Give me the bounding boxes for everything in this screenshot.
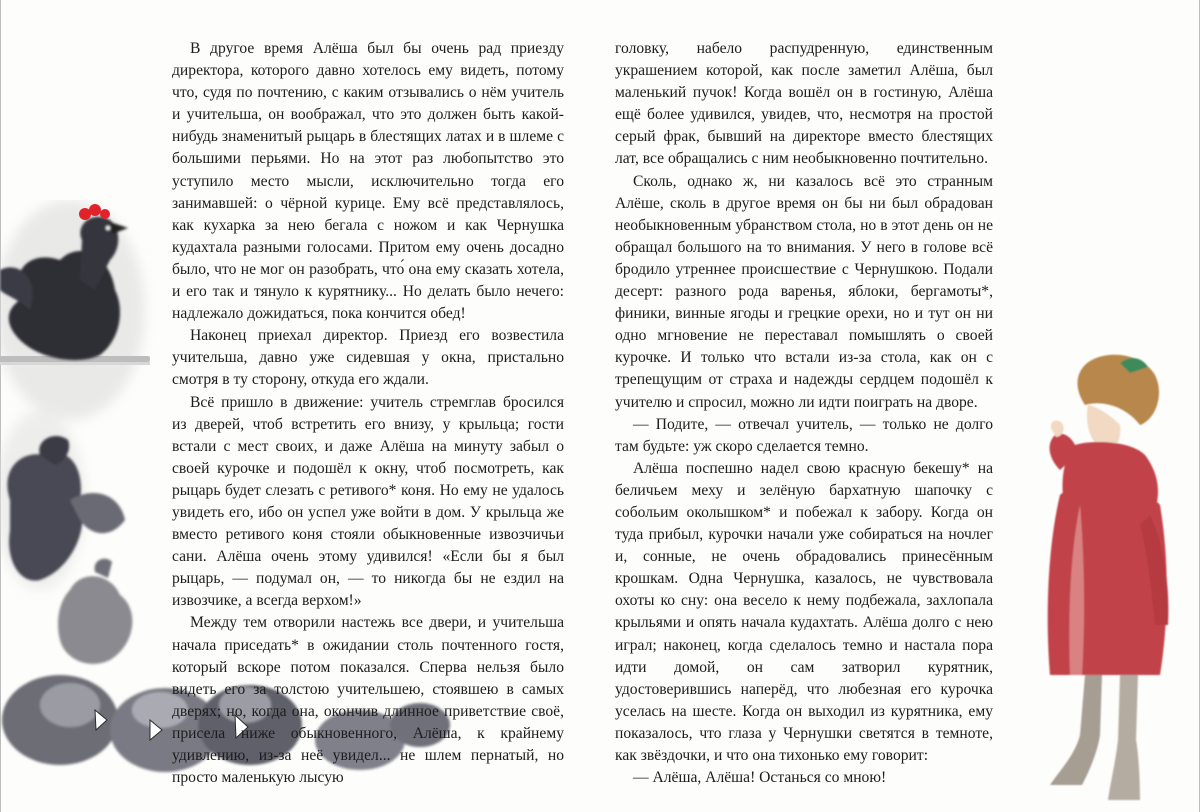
paragraph: — Алёша, Алёша! Останься со мною!: [633, 769, 887, 787]
speckled-hen: [58, 559, 132, 664]
paragraph: Алёша поспешно надел свою красную бекешу* на беличьем меху и зелёную бархатную шапочку с собольим околышком* и побежал к забору. Когда он туда прибыл, курочки начали уже собираться на ночлег и, сонные, не очень обрадовались принесённым крошкам. Одна Чернушка, казалось, не чувствовала охоты ко сну: она весело к нему подбежала, захлопала крыльями и опять начала кудахтать. Алёша долго с нею играл; наконец, когда сделалось темно и настала пора идти домой, он сам затворил курятник, удостоверившись наперёд, что любезная его курочка уселась на шесте. Когда он выходил из курятника, ему показалось, что глаза у Чернушки светятся в темноте, как звёздочки, и что она тихонько ему говорит:: [615, 459, 993, 764]
right-text-column: [615, 38, 993, 789]
boy-in-red-coat-illustration: [990, 345, 1180, 812]
paragraph: Всё пришло в движение: учитель стремглав бросился из дверей, чтоб встретить его внизу, у крыльца; гости встали с мест своих, и даже Алёша на минуту забыл о своей курочке и подошёл к окну, чтоб посмотреть, как рыцарь будет слезать с ретивого* коня. Но ему не удалось увидеть его, ибо он успел уже войти в дом. У крыльца же вместо ретивого коня стояли обыкновенные извозчичьи сани. Алёша очень этому удивился! «Если бы я был рыцарь, — подумал он, — то никогда бы не ездил на извозчике, а всегда верхом!»: [172, 393, 564, 610]
paragraph: Сколь, однако ж, ни казалось всё это странным Алёше, сколь в другое время он бы ни был обрадован необыкновенным убранством стола, но в этот день он не обращал большого на то внимания. У него в голове всё бродило утреннее происшествие с Чернушкою. Подали десерт: разного рода варенья, яблоки, бергамоты*, финики, винные ягоды и грецкие орехи, но и тут он ни одно мгновение не переставал помышлять о своей курочке. И только что встали из-за стола, как он с трепещущим от страха и надежды сердцем подошёл к учителю и спросил, можно ли идти поиграть на дворе.: [615, 172, 993, 411]
left-text-column: [172, 38, 564, 789]
boots: [1050, 675, 1102, 785]
paragraph: головку, набело распудренную, единственным украшением которой, как после заметил Алёша, был маленький пучок! Когда вошёл он в гостиную, Алёша ещё более удивился, увидев, что, несмотря на простой серый фрак, бывший на директоре вместо блестящих лат, все обращались с ним необыкновенно почтительно.: [615, 40, 993, 168]
paragraph: Между тем отворили настежь все двери, и учительша начала приседать* в ожидании столь почтенного гостя, который вскоре потом показался. Сперва нельзя было видеть его за толстою учительшею, стоявшею в самых дверях; но, когда она, окончив длинное приветствие своё, присела ниже обыкновенного, Алёша, к крайнему удивлению, из-за неё увидел... не шлем пернатый, но просто маленькую лысую: [172, 614, 564, 787]
paragraph: — Подите, — отвечал учитель, — только не долго там будьте: уж скоро сделается темно.: [615, 415, 993, 455]
paragraph: В другое время Алёша был бы очень рад приезду директора, которого давно хотелось ему видеть, потому что, судя по почтению, с каким отзывались о нём учитель и учительша, он воображал, что это должен быть какой-нибудь знаменитый рыцарь в блестящих латах и в шлеме с большими перьями. Но на этот раз любопытство это уступило место мысли, исключительно тогда его занимавшей: о чёрной курице. Ему всё представлялось, как кухарка за нею бегала с ножом и как Чернушка кудахтала разными голосами. Притом ему очень досадно было, что не мог он разобрать, что́ она ему сказать хотела, и его так и тянуло к курятнику... Но делать было нечего: надлежало дожидаться, пока кончится обед!: [172, 40, 564, 323]
paragraph: Наконец приехал директор. Приезд его возвестила учительша, давно уже сидевшая у окна, пристально смотря в ту сторону, откуда его ждали.: [172, 327, 564, 389]
gray-rooster: [7, 436, 125, 581]
